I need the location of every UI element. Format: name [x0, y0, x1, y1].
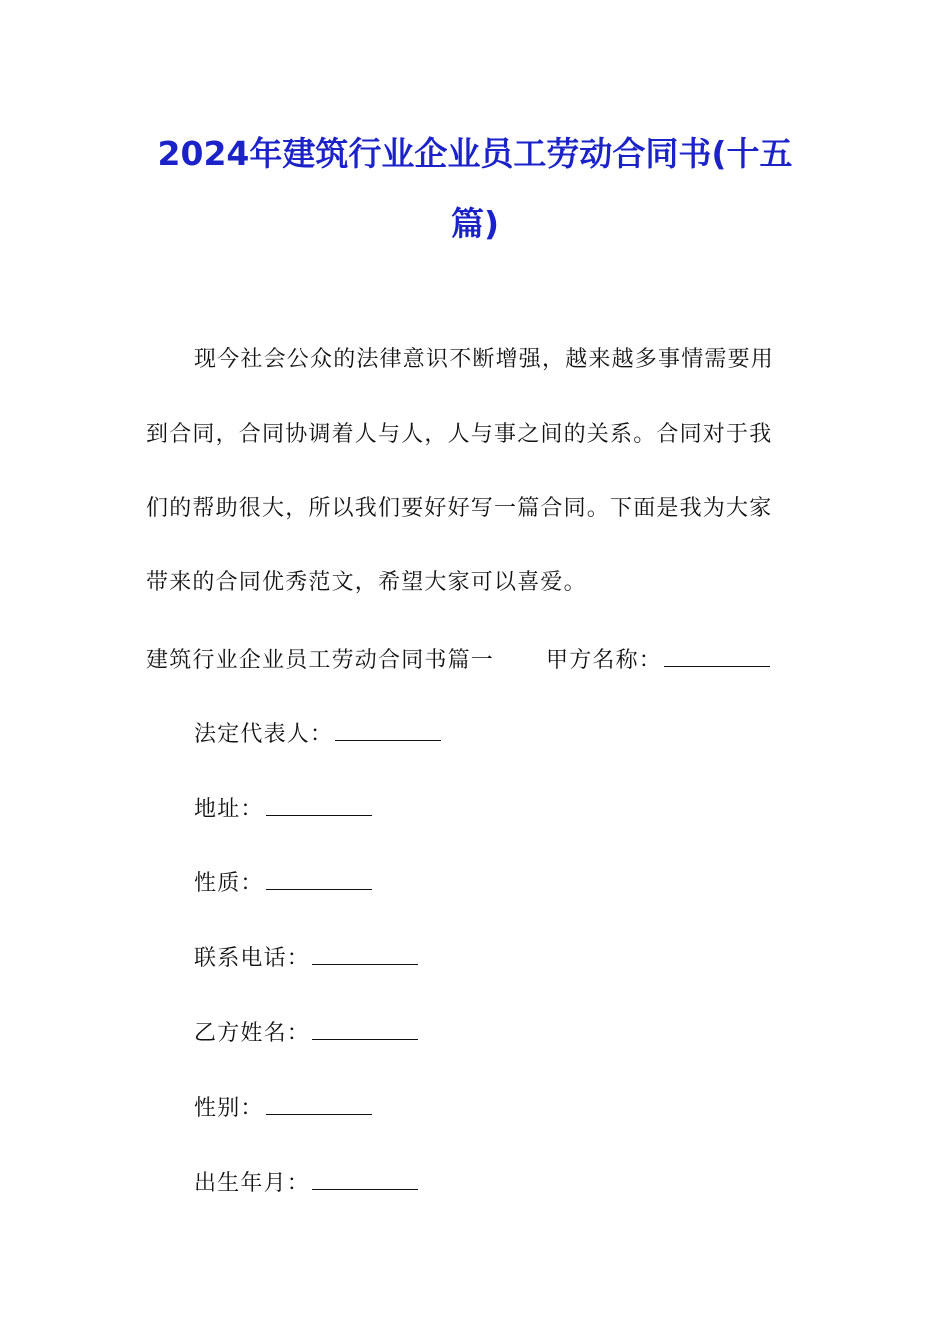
field-row-party-b-name: [194, 1017, 418, 1049]
field-label-party-a-name: 甲方名称：: [546, 648, 663, 673]
field-blank-legal-rep: [335, 718, 441, 741]
field-blank-nature: [266, 867, 372, 890]
field-label-party-b-name: 乙方姓名：: [194, 1021, 311, 1046]
field-blank-gender: [266, 1092, 372, 1115]
intro-paragraph-line-4: 带来的合同优秀范文，希望大家可以喜爱。: [146, 570, 587, 595]
field-blank-party-a-name: [664, 644, 770, 667]
field-label-birth: 出生年月：: [194, 1171, 311, 1196]
field-blank-birth: [312, 1167, 418, 1190]
document-title-line-1: 2024年建筑行业企业员工劳动合同书(十五: [157, 134, 793, 173]
field-label-legal-rep: 法定代表人：: [194, 722, 334, 747]
field-blank-phone: [312, 942, 418, 965]
intro-paragraph-line-3: 们的帮助很大，所以我们要好好写一篇合同。下面是我为大家: [146, 496, 773, 521]
field-row-nature: [194, 867, 372, 899]
field-row-gender: [194, 1092, 372, 1124]
field-label-gender: 性别：: [194, 1096, 264, 1121]
field-row-birth: [194, 1167, 418, 1199]
field-row-address: [194, 793, 372, 825]
intro-paragraph-line-1: 现今社会公众的法律意识不断增强，越来越多事情需要用: [194, 347, 775, 372]
field-row-legal-rep: [194, 718, 441, 750]
field-label-nature: 性质：: [194, 871, 264, 896]
field-blank-party-b-name: [312, 1017, 418, 1040]
section-heading: 建筑行业企业员工劳动合同书篇一: [146, 648, 495, 673]
field-label-address: 地址：: [194, 797, 264, 822]
section-heading-row: [146, 644, 806, 676]
intro-paragraph-line-2: 到合同，合同协调着人与人，人与事之间的关系。合同对于我: [146, 422, 773, 447]
field-blank-address: [266, 793, 372, 816]
field-row-phone: [194, 942, 418, 974]
field-label-phone: 联系电话：: [194, 946, 311, 971]
document-title-line-2: 篇): [450, 204, 500, 243]
